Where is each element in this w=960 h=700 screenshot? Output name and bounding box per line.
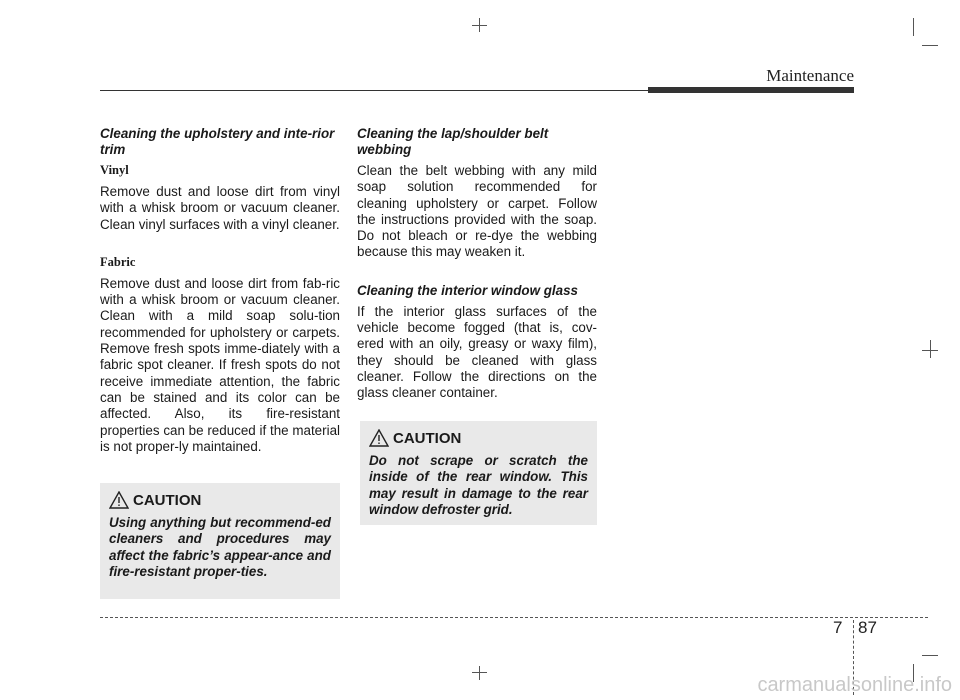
belt-heading: Cleaning the lap/shoulder belt webbing xyxy=(357,126,549,157)
page-number: 87 xyxy=(858,618,877,637)
warning-icon xyxy=(369,429,389,447)
left-column xyxy=(100,126,340,455)
header-rule xyxy=(100,90,648,91)
crop-mark xyxy=(479,666,480,680)
right-column xyxy=(357,126,597,402)
caution-label: CAUTION xyxy=(133,491,202,509)
watermark: carmanualsonline.info xyxy=(757,674,952,696)
crop-mark xyxy=(930,340,931,358)
section-title: Maintenance xyxy=(766,66,854,85)
glass-heading: Cleaning the interior window glass xyxy=(357,282,578,298)
caution-header xyxy=(369,429,588,447)
caution-label: CAUTION xyxy=(393,429,462,447)
caution-text: Do not scrape or scratch the inside of the rear window. This may result in damage to the rear window defroster grid. xyxy=(369,453,588,517)
belt-text: Clean the belt webbing with any mild soap solution recommended for cleaning upholstery or carpet. Follow the instructions provided with the soap. Do not bleach or re-dye the webbing because this may weaken it. xyxy=(357,163,597,260)
caution-header xyxy=(109,491,331,509)
header-bar xyxy=(648,87,854,93)
caution-box-fabric xyxy=(100,483,340,599)
crop-mark xyxy=(922,350,938,351)
fabric-text: Remove dust and loose dirt from fab-ric with a whisk broom or vacuum cleaner. Clean with a mild soap solu-tion recommended for upholstery or carpets. Remove fresh spots imme-diately with a fabric spot cleaner. If fresh spots do not receive immediate attention, the fabric can be stained and its color can be affected. Also, its fire-resistant properties can be reduced if the material is not proper-ly maintained. xyxy=(100,275,340,454)
crop-mark xyxy=(922,655,938,656)
vinyl-subheading: Vinyl xyxy=(100,163,129,177)
crop-mark xyxy=(922,45,938,46)
fabric-subheading: Fabric xyxy=(100,254,136,269)
caution-box-window xyxy=(360,421,597,525)
upholstery-heading: Cleaning the upholstery and inte-rior trim xyxy=(100,126,335,157)
footer-rule xyxy=(100,617,928,618)
crop-mark xyxy=(472,672,487,673)
caution-text: Using anything but recommend-ed cleaners and procedures may affect the fabric’s appear-ance and fire-resistant proper-ties. xyxy=(109,515,331,579)
vinyl-text: Remove dust and loose dirt from vinyl with a whisk broom or vacuum cleaner. Clean vinyl surfaces with a vinyl cleaner. xyxy=(100,184,340,232)
glass-text: If the interior glass surfaces of the vehicle become fogged (that is, cov-ered with an oily, greasy or waxy film), they should be cleaned with glass cleaner. Follow the directions on the glass cleaner container. xyxy=(357,303,597,401)
crop-mark xyxy=(913,18,914,36)
chapter-number: 7 xyxy=(833,618,843,637)
warning-icon xyxy=(109,491,129,509)
crop-mark xyxy=(472,25,487,26)
